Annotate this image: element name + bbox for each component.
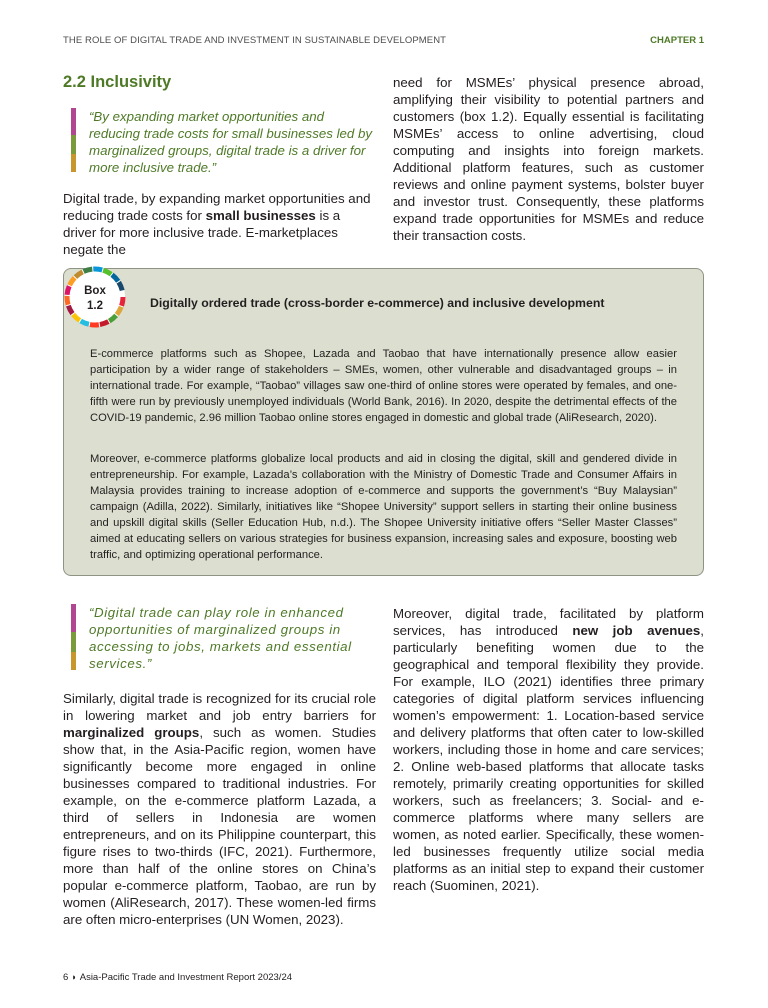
paragraph-marginalized-groups-before: Similarly, digital trade is recognized for its crucial role in lowering market and job entry barriers for [63, 691, 376, 723]
paragraph-inclusivity-intro-before: Digital trade, by expanding market opportunities and reducing trade costs for [63, 191, 371, 223]
pull-quote-1 [71, 108, 377, 175]
box-label-line-1: Box [84, 285, 106, 297]
box-label [62, 284, 128, 314]
section-title: 2.2 Inclusivity [63, 73, 172, 91]
paragraph-marginalized-groups [63, 690, 376, 928]
paragraph-inclusivity-intro-after: is a driver for more inclusive trade. E-marketplaces negate the [63, 208, 341, 257]
paragraph-new-job-avenues [393, 605, 704, 894]
box-paragraph-1: E-commerce platforms such as Shopee, Lazada and Taobao that have internationally presence allow easier participation by a wider range of stakeholders – SMEs, women, other vulnerable and disadvantaged groups – in international trade. For example, “Taobao” villages saw one-third of online stores were operated by females, and one-fifth were run by previously unemployed individuals (World Bank, 2016). In 2020, despite the detrimental effects of the COVID-19 pandemic, 2.96 million Taobao online stores engaged in domestic and global trade (AliResearch, 2020). [90, 348, 677, 424]
report-title: Asia-Pacific Trade and Investment Report 2023/24 [79, 972, 293, 983]
box-paragraph-2: Moreover, e-commerce platforms globalize local products and aid in closing the digital, skill and gendered divide in entrepreneurship. For example, Lazada’s collaboration with the Ministry of Domestic Trade and Consumer Affairs in Malaysia provides training to increase adoption of e-commerce and supports the government’s “Buy Malaysian” campaign (Adilla, 2022). Similarly, initiatives like “Shopee University” support sellers in starting their online business and upskill digital skills (Seller Education Hub, n.d.). The Shopee University initiative offers “Seller Master Classes” aimed at educating sellers on various strategies for business expansion, increasing sales and exposure, boosting web traffic, and optimizing operational performance. [90, 453, 677, 561]
paragraph-inclusivity-intro [63, 190, 376, 258]
paragraph-new-job-avenues-before: Moreover, digital trade, facilitated by platform services, has introduced [393, 606, 704, 638]
running-header-title: THE ROLE OF DIGITAL TRADE AND INVESTMENT IN SUSTAINABLE DEVELOPMENT [63, 35, 447, 46]
footer-separator-icon: ◗ [71, 972, 77, 982]
chapter-label: CHAPTER 1 [650, 35, 704, 46]
box-label-line-2: 1.2 [87, 300, 103, 312]
new-job-avenues-emphasis: new job avenues [572, 623, 701, 638]
pull-quote-1-text: “By expanding market opportunities and reducing trade costs for small businesses led by marginalized groups, digital trade is a driver for more inclusive trade.” [89, 109, 373, 175]
paragraph-new-job-avenues-after: , particularly benefiting women due to the geographical and temporal flexibility they provide. For example, ILO (2021) identifies three primary categories of digital platform services influencing women’s empowerment: 1. Location-based service and delivery platforms that often cater to low-skilled workers, including those in home and care services; 2. Online web-based platforms that allocate tasks remotely, primarily creating opportunities for skilled workers, such as freelancers; 3. Social- and e-commerce platforms where many sellers are women, as noted earlier. Specifically, these women-led businesses frequently utilize social media platforms as an initial step to expand their customer reach (Suominen, 2021). [393, 623, 704, 893]
marginalized-groups-emphasis: marginalized groups [63, 725, 200, 740]
page-number: 6 [63, 972, 69, 983]
paragraph-msme-continuation: need for MSMEs’ physical presence abroad, amplifying their visibility to potential partners and customers (box 1.2). Equally essential is facilitating MSMEs’ access to online advertising, cloud computing and insights into foreign markets. Additional platform features, such as customer reviews and online payment systems, bolster buyer and investor trust. Consequently, these platforms expand trade opportunities for MSMEs and reduce their transaction costs. [393, 75, 704, 243]
pull-quote-2-text: “Digital trade can play role in enhanced opportunities of marginalized groups in accessing to jobs, markets and essential services.” [89, 605, 352, 671]
box-title: Digitally ordered trade (cross-border e-commerce) and inclusive development [150, 296, 605, 310]
paragraph-marginalized-groups-after: , such as women. Studies show that, in the Asia-Pacific region, women have significantly become more engaged in online businesses compared to traditional industries. For example, on the e-commerce platform Lazada, a third of sellers in Indonesia are women entrepreneurs, and on its Philippine counterpart, this figure rises to two-thirds (IFC, 2021). Furthermore, more than half of the online stores on China’s popular e-commerce platform, Taobao, are run by women (AliResearch, 2017). These women-led firms are often micro-enterprises (UN Women, 2023). [63, 725, 376, 927]
small-businesses-emphasis: small businesses [205, 208, 316, 223]
pull-quote-2 [71, 604, 377, 670]
page-footer [63, 972, 292, 983]
